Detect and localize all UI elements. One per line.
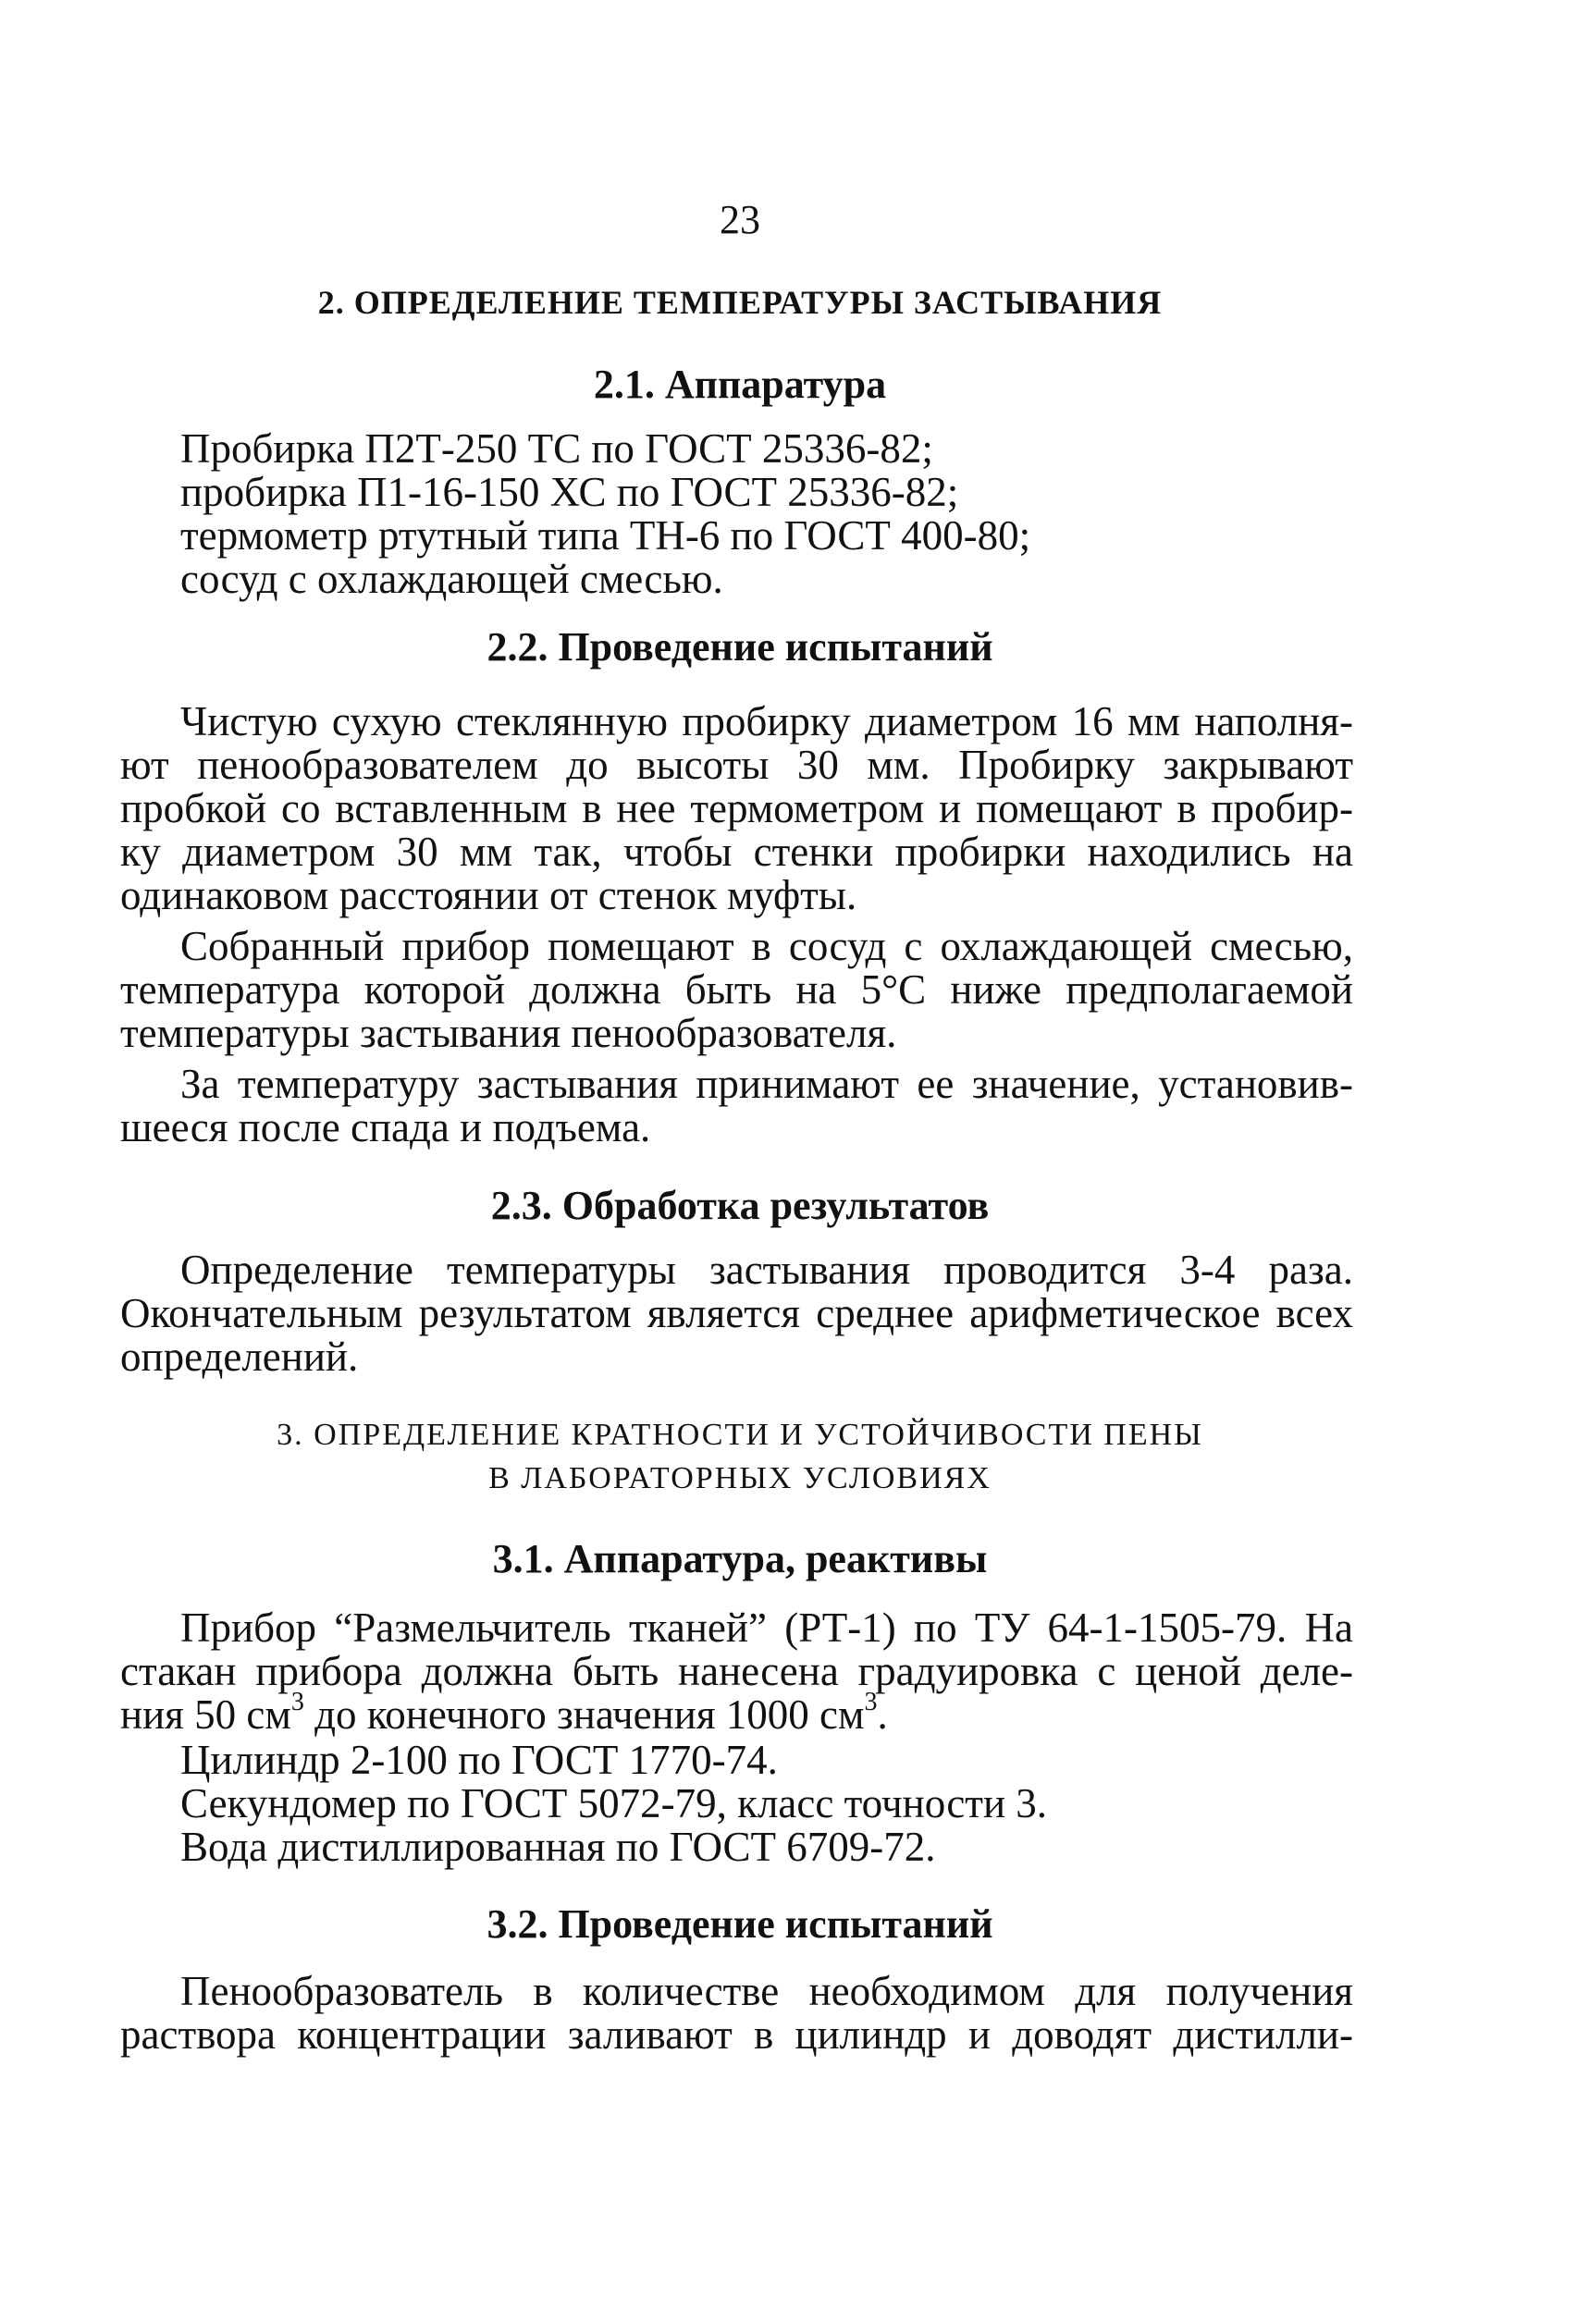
- paragraph-line: стакан прибора должна быть нанесена градуировка с ценой деле-: [120, 1648, 1353, 1694]
- section-3-heading-line-1: 3. ОПРЕДЕЛЕНИЕ КРАТНОСТИ И УСТОЙЧИВОСТИ ПЕНЫ: [277, 1418, 1203, 1452]
- paragraph-line: ния 50 $см^3$ до конечного значения 1000 $см^3$.: [120, 1688, 888, 1738]
- equipment-line: термометр ртутный типа ТН-6 по ГОСТ 400-80;: [180, 512, 1031, 559]
- paragraph-line: пробкой со вставленным в нее термометром и помещают в пробир-: [120, 785, 1353, 831]
- paragraph-line: Окончательным результатом является среднее арифметическое всех: [120, 1290, 1353, 1336]
- paragraph-line: За температуру застывания принимают ее значение, установив-: [180, 1061, 1353, 1107]
- paragraph-line: Определение температуры застывания проводится 3-4 раза.: [180, 1247, 1353, 1293]
- paragraph-line: температура которой должна быть на 5°С ниже предполагаемой: [120, 966, 1353, 1013]
- section-3-heading-line-2: В ЛАБОРАТОРНЫХ УСЛОВИЯХ: [488, 1461, 992, 1495]
- page-number: 23: [720, 197, 760, 242]
- paragraph-line: Прибор “Размельчитель тканей” (РТ-1) по ТУ 64-1-1505-79. На: [180, 1605, 1353, 1651]
- equipment-line: Цилиндр 2-100 по ГОСТ 1770-74.: [180, 1737, 778, 1783]
- section-2-heading: 2. ОПРЕДЕЛЕНИЕ ТЕМПЕРАТУРЫ ЗАСТЫВАНИЯ: [317, 284, 1163, 321]
- paragraph-line: шееся после спада и подъема.: [120, 1104, 651, 1150]
- paragraph-line: ют пенообразователем до высоты 30 мм. Пробирку закрывают: [120, 742, 1353, 788]
- equipment-line: пробирка П1-16-150 ХС по ГОСТ 25336-82;: [180, 469, 959, 515]
- subsection-3-2-heading: 3.2. Проведение испытаний: [487, 1901, 993, 1947]
- equipment-line: сосуд с охлаждающей смесью.: [180, 556, 723, 602]
- paragraph-line: одинаковом расстоянии от стенок муфты.: [120, 872, 857, 918]
- paragraph-line: ку диаметром 30 мм так, чтобы стенки пробирки находились на: [120, 829, 1353, 875]
- equipment-line: Секундомер по ГОСТ 5072-79, класс точности 3.: [180, 1780, 1048, 1826]
- paragraph-line: температуры застывания пенообразователя.: [120, 1010, 897, 1056]
- equipment-line: Вода дистиллированная по ГОСТ 6709-72.: [180, 1824, 936, 1870]
- equipment-line: Пробирка П2Т-250 ТС по ГОСТ 25336-82;: [180, 425, 933, 472]
- paragraph-line: Собранный прибор помещают в сосуд с охлаждающей смесью,: [180, 923, 1353, 969]
- paragraph-line: Пенообразователь в количестве необходимом для получения: [180, 1968, 1353, 2014]
- paragraph-line: определений.: [120, 1334, 359, 1380]
- subsection-2-1-heading: 2.1. Аппаратура: [593, 362, 887, 407]
- subsection-2-2-heading: 2.2. Проведение испытаний: [487, 624, 993, 670]
- subsection-3-1-heading: 3.1. Аппаратура, реактивы: [492, 1536, 988, 1581]
- paragraph-line: Чистую сухую стеклянную пробирку диаметром 16 мм наполня-: [180, 698, 1353, 744]
- paragraph-line: раствора концентрации заливают в цилиндр и доводят дистилли-: [120, 2011, 1353, 2058]
- subsection-2-3-heading: 2.3. Обработка результатов: [490, 1183, 990, 1228]
